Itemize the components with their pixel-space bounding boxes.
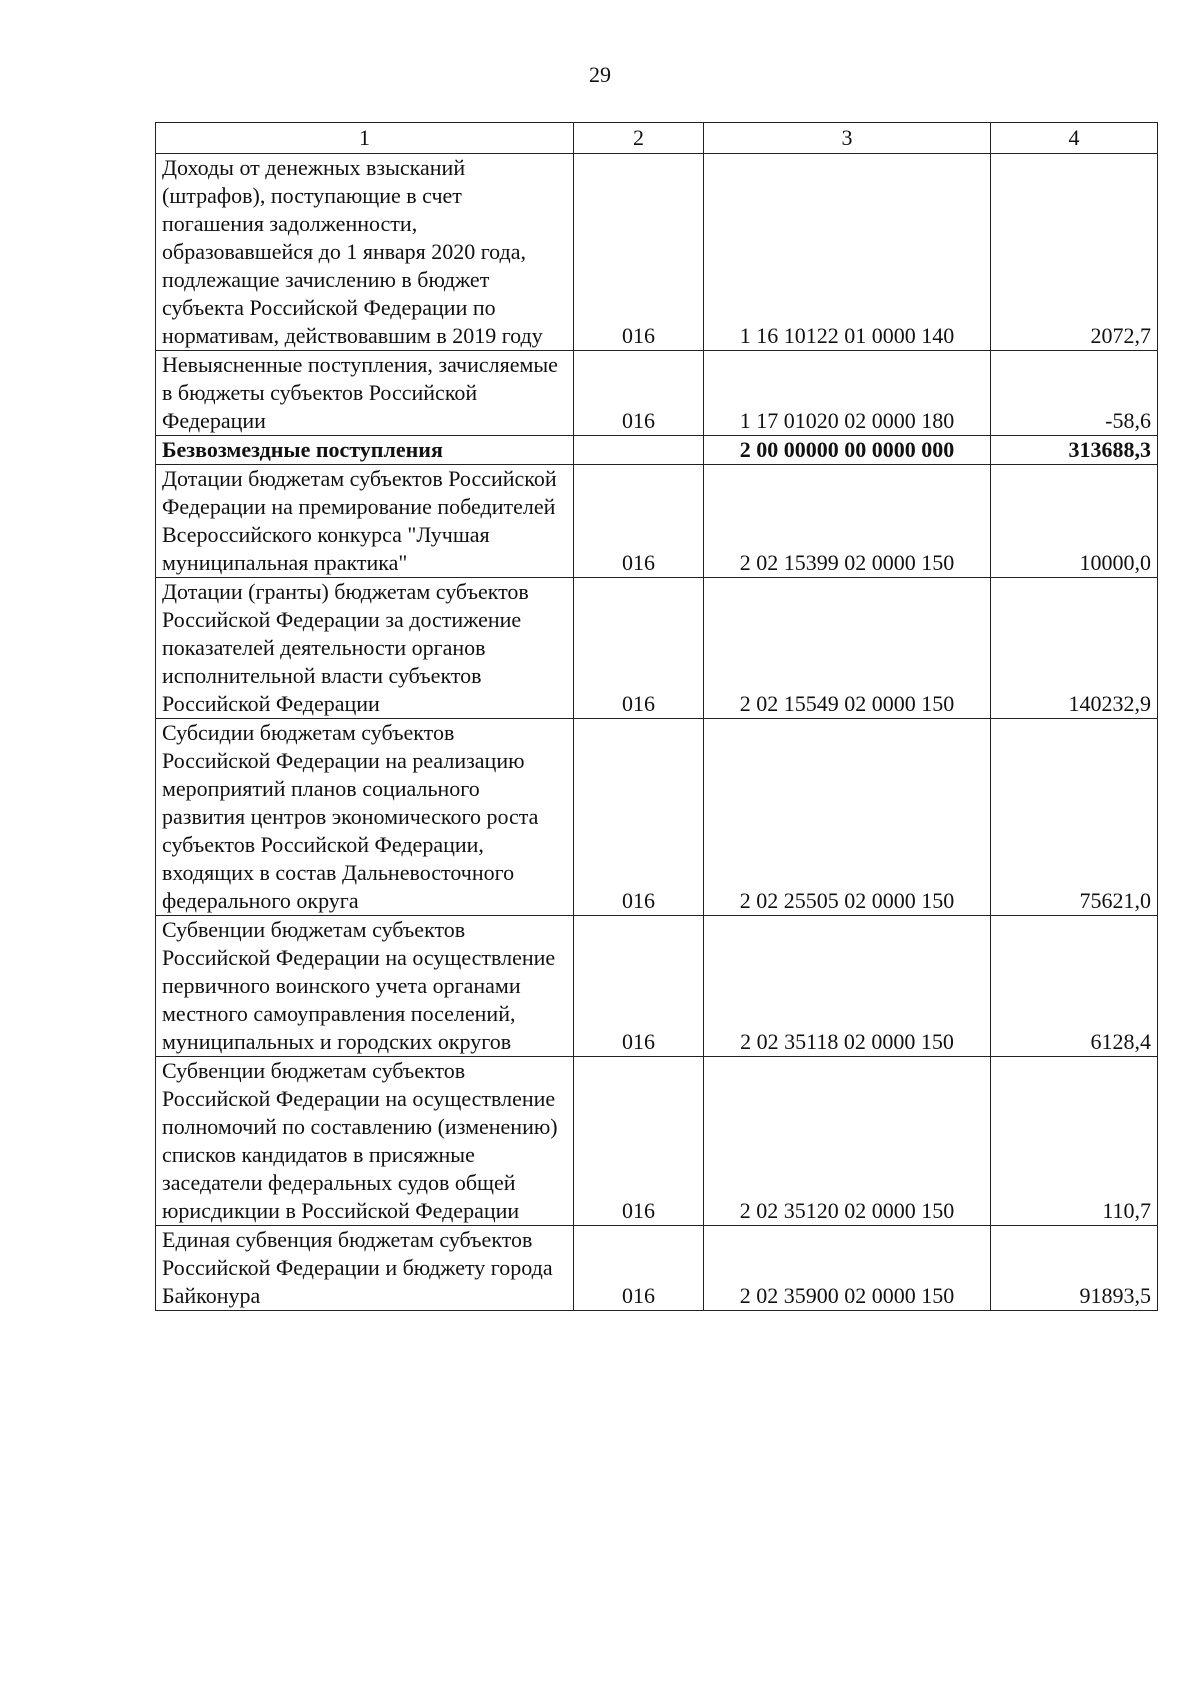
budget-code-cell: 1 17 01020 02 0000 180 — [704, 351, 991, 436]
budget-code-cell: 2 02 15399 02 0000 150 — [704, 465, 991, 578]
admin-code-cell: 016 — [574, 719, 704, 916]
table-header-row — [156, 123, 1158, 154]
revenue-name-cell: Субвенции бюджетам субъектов Российской Федерации на осуществление полномочий по составлению (изменению) списков кандидатов в присяжные заседатели федеральных судов общей юрисдикции в Российской Федерации — [156, 1057, 574, 1226]
revenue-name-cell: Невыясненные поступления, зачисляемые в бюджеты субъектов Российской Федерации — [156, 351, 574, 436]
revenue-name-cell: Субсидии бюджетам субъектов Российской Федерации на реализацию мероприятий планов социального развития центров экономического роста субъектов Российской Федерации, входящих в состав Дальневосточного федерального округа — [156, 719, 574, 916]
amount-cell: 6128,4 — [991, 916, 1158, 1057]
column-header-1: 1 — [156, 123, 574, 154]
table-row-subtotal — [156, 436, 1158, 465]
admin-code-cell: 016 — [574, 916, 704, 1057]
amount-cell: 313688,3 — [991, 436, 1158, 465]
admin-code-cell — [574, 436, 704, 465]
table-row — [156, 351, 1158, 436]
column-header-2: 2 — [574, 123, 704, 154]
admin-code-cell: 016 — [574, 578, 704, 719]
admin-code-cell: 016 — [574, 351, 704, 436]
table-row — [156, 916, 1158, 1057]
column-header-3: 3 — [704, 123, 991, 154]
table-row — [156, 154, 1158, 351]
budget-code-cell: 2 02 35900 02 0000 150 — [704, 1226, 991, 1311]
amount-cell: 10000,0 — [991, 465, 1158, 578]
admin-code-cell: 016 — [574, 1226, 704, 1311]
page-number: 29 — [589, 62, 611, 87]
budget-code-cell: 2 02 35118 02 0000 150 — [704, 916, 991, 1057]
table-row — [156, 1226, 1158, 1311]
table-row — [156, 1057, 1158, 1226]
amount-cell: 91893,5 — [991, 1226, 1158, 1311]
budget-revenue-table — [155, 122, 1158, 1311]
revenue-name-cell: Единая субвенция бюджетам субъектов Российской Федерации и бюджету города Байконура — [156, 1226, 574, 1311]
table-row — [156, 578, 1158, 719]
table-row — [156, 465, 1158, 578]
amount-cell: 110,7 — [991, 1057, 1158, 1226]
revenue-name-cell: Дотации бюджетам субъектов Российской Федерации на премирование победителей Всероссийского конкурса "Лучшая муниципальная практика" — [156, 465, 574, 578]
budget-code-cell: 2 00 00000 00 0000 000 — [704, 436, 991, 465]
budget-code-cell: 1 16 10122 01 0000 140 — [704, 154, 991, 351]
revenue-name-cell: Субвенции бюджетам субъектов Российской Федерации на осуществление первичного воинского учета органами местного самоуправления поселений, муниципальных и городских округов — [156, 916, 574, 1057]
amount-cell: 140232,9 — [991, 578, 1158, 719]
revenue-name-cell: Доходы от денежных взысканий (штрафов), поступающие в счет погашения задолженности, образовавшейся до 1 января 2020 года, подлежащие зачислению в бюджет субъекта Российской Федерации по нормативам, действовавшим в 2019 году — [156, 154, 574, 351]
amount-cell: 75621,0 — [991, 719, 1158, 916]
admin-code-cell: 016 — [574, 1057, 704, 1226]
amount-cell: -58,6 — [991, 351, 1158, 436]
revenue-name-cell: Безвозмездные поступления — [156, 436, 574, 465]
revenue-name-cell: Дотации (гранты) бюджетам субъектов Российской Федерации за достижение показателей деятельности органов исполнительной власти субъектов Российской Федерации — [156, 578, 574, 719]
admin-code-cell: 016 — [574, 465, 704, 578]
admin-code-cell: 016 — [574, 154, 704, 351]
budget-code-cell: 2 02 25505 02 0000 150 — [704, 719, 991, 916]
budget-code-cell: 2 02 35120 02 0000 150 — [704, 1057, 991, 1226]
column-header-4: 4 — [991, 123, 1158, 154]
table-row — [156, 719, 1158, 916]
amount-cell: 2072,7 — [991, 154, 1158, 351]
budget-code-cell: 2 02 15549 02 0000 150 — [704, 578, 991, 719]
